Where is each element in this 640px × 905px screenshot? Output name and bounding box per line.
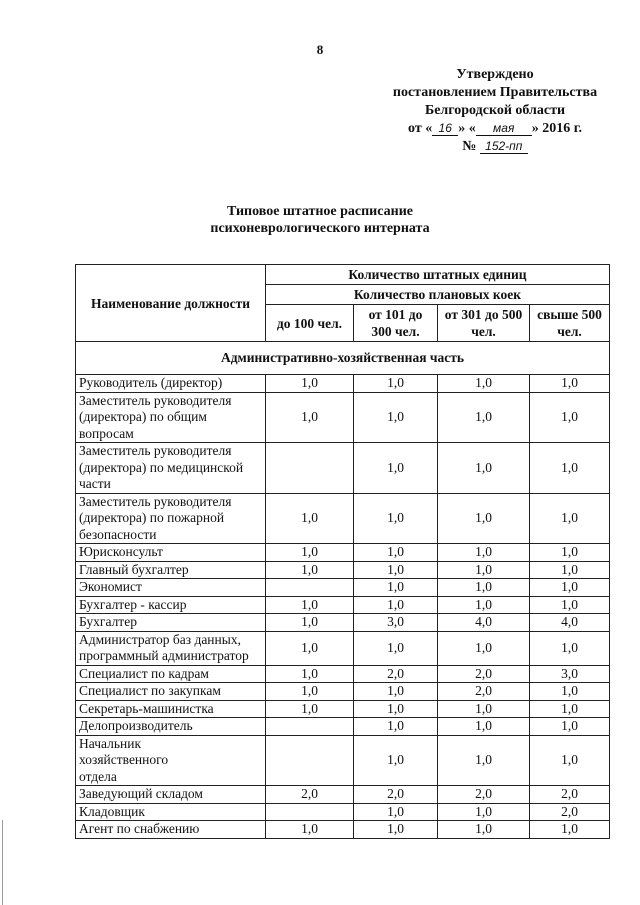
row-value: 1,0 (438, 803, 530, 821)
row-value: 1,0 (266, 596, 354, 614)
table-row (76, 392, 610, 443)
row-value: 4,0 (530, 614, 610, 632)
row-value: 1,0 (530, 443, 610, 494)
row-value: 1,0 (266, 821, 354, 839)
row-name: Агент по снабжению (76, 821, 266, 839)
row-value: 1,0 (266, 631, 354, 665)
row-value: 1,0 (530, 683, 610, 701)
table-row (76, 718, 610, 736)
row-value: 1,0 (354, 561, 438, 579)
row-name: Секретарь-машинистка (76, 700, 266, 718)
table-row (76, 614, 610, 632)
row-value (266, 803, 354, 821)
header-beds: Количество плановых коек (266, 285, 610, 305)
approval-stamp (360, 66, 630, 156)
row-name: Юрисконсульт (76, 544, 266, 562)
row-name: Делопроизводитель (76, 718, 266, 736)
row-value: 1,0 (530, 735, 610, 786)
staffing-table (75, 264, 610, 839)
row-value: 1,0 (354, 493, 438, 544)
header-position: Наименование должности (76, 265, 266, 342)
table-row (76, 596, 610, 614)
row-value (266, 735, 354, 786)
row-value: 1,0 (354, 700, 438, 718)
row-value: 1,0 (438, 596, 530, 614)
table-row (76, 786, 610, 804)
row-value: 1,0 (266, 544, 354, 562)
row-name (76, 735, 266, 786)
table-row (76, 443, 610, 494)
row-name: Специалист по кадрам (76, 665, 266, 683)
row-value: 1,0 (530, 561, 610, 579)
row-value: 1,0 (266, 561, 354, 579)
row-value: 1,0 (354, 821, 438, 839)
row-value: 1,0 (266, 375, 354, 393)
row-value: 1,0 (354, 596, 438, 614)
row-name: Заместитель руководителя (директора) по общим вопросам (76, 392, 266, 443)
document-number: 152-пп (480, 139, 528, 154)
row-value: 2,0 (354, 786, 438, 804)
date-prefix: от « (408, 121, 433, 136)
table-row (76, 631, 610, 665)
row-value: 1,0 (530, 700, 610, 718)
table-row (76, 821, 610, 839)
row-value: 2,0 (438, 786, 530, 804)
date-mid: » « (458, 121, 476, 136)
row-value: 1,0 (354, 735, 438, 786)
row-value: 1,0 (438, 735, 530, 786)
row-value: 1,0 (530, 631, 610, 665)
row-value: 1,0 (438, 579, 530, 597)
document-title (0, 203, 640, 237)
row-value (266, 579, 354, 597)
row-name: Бухгалтер (76, 614, 266, 632)
row-value: 1,0 (266, 683, 354, 701)
date-suffix: » 2016 г. (531, 121, 582, 136)
row-value (266, 443, 354, 494)
row-value: 3,0 (530, 665, 610, 683)
approval-line1: Утверждено (456, 67, 534, 82)
row-name: Администратор баз данных, программный администратор (76, 631, 266, 665)
row-value: 1,0 (530, 821, 610, 839)
table-row (76, 665, 610, 683)
number-prefix: № (462, 139, 477, 154)
row-value: 1,0 (354, 683, 438, 701)
row-value: 1,0 (266, 392, 354, 443)
row-value: 1,0 (438, 544, 530, 562)
row-value: 1,0 (354, 718, 438, 736)
row-value: 1,0 (354, 631, 438, 665)
row-name: Заместитель руководителя (директора) по медицинской части (76, 443, 266, 494)
row-value: 1,0 (266, 665, 354, 683)
page-number: 8 (316, 42, 324, 57)
row-name: Бухгалтер - кассир (76, 596, 266, 614)
date-day: 16 (432, 121, 458, 136)
row-value: 1,0 (354, 544, 438, 562)
row-name: Заведующий складом (76, 786, 266, 804)
row-value: 2,0 (438, 683, 530, 701)
scan-margin-line (2, 820, 3, 905)
row-value: 2,0 (266, 786, 354, 804)
row-value: 3,0 (354, 614, 438, 632)
row-value: 1,0 (438, 392, 530, 443)
row-value: 2,0 (530, 803, 610, 821)
row-value: 1,0 (438, 821, 530, 839)
table-row (76, 561, 610, 579)
date-month: мая (476, 121, 532, 136)
header-col-2: от 101 до 300 чел. (354, 305, 438, 342)
row-name: Главный бухгалтер (76, 561, 266, 579)
row-name: Руководитель (директор) (76, 375, 266, 393)
table-row (76, 803, 610, 821)
row-value: 1,0 (438, 561, 530, 579)
row-value: 1,0 (354, 392, 438, 443)
row-name-text: Начальник хозяйственного отдела (79, 735, 169, 784)
table-row (76, 700, 610, 718)
row-value: 1,0 (354, 443, 438, 494)
row-value: 1,0 (354, 579, 438, 597)
header-units: Количество штатных единиц (266, 265, 610, 285)
row-value (266, 718, 354, 736)
table-row (76, 735, 610, 786)
row-value: 1,0 (530, 596, 610, 614)
row-value: 2,0 (354, 665, 438, 683)
table-row (76, 493, 610, 544)
row-value: 1,0 (530, 718, 610, 736)
header-col-3: от 301 до 500 чел. (438, 305, 530, 342)
row-value: 2,0 (438, 665, 530, 683)
row-value: 1,0 (530, 493, 610, 544)
row-value: 1,0 (438, 493, 530, 544)
row-value: 1,0 (438, 631, 530, 665)
row-value: 1,0 (530, 392, 610, 443)
approval-line2: постановлением Правительства (392, 85, 598, 100)
row-value: 2,0 (530, 786, 610, 804)
row-value: 1,0 (438, 443, 530, 494)
row-name: Заместитель руководителя (директора) по пожарной безопасности (76, 493, 266, 544)
table-row (76, 375, 610, 393)
row-name: Специалист по закупкам (76, 683, 266, 701)
row-value: 1,0 (530, 579, 610, 597)
approval-date (360, 120, 630, 138)
approval-line3: Белгородской области (424, 103, 566, 118)
row-value: 4,0 (438, 614, 530, 632)
title-line1: Типовое штатное расписание (227, 204, 413, 219)
table-row (76, 683, 610, 701)
table-row (76, 579, 610, 597)
row-value: 1,0 (438, 375, 530, 393)
row-value: 1,0 (530, 544, 610, 562)
row-name: Экономист (76, 579, 266, 597)
row-value: 1,0 (266, 493, 354, 544)
title-line2: психоневрологического интерната (210, 221, 430, 236)
row-value: 1,0 (354, 375, 438, 393)
approval-number (360, 138, 630, 156)
row-value: 1,0 (438, 718, 530, 736)
row-value: 1,0 (438, 700, 530, 718)
row-value: 1,0 (266, 700, 354, 718)
row-name: Кладовщик (76, 803, 266, 821)
header-col-1: до 100 чел. (266, 305, 354, 342)
header-col-4: свыше 500 чел. (530, 305, 610, 342)
row-value: 1,0 (266, 614, 354, 632)
row-value: 1,0 (530, 375, 610, 393)
section-title: Административно-хозяйственная часть (76, 342, 610, 375)
row-value: 1,0 (354, 803, 438, 821)
table-row (76, 544, 610, 562)
